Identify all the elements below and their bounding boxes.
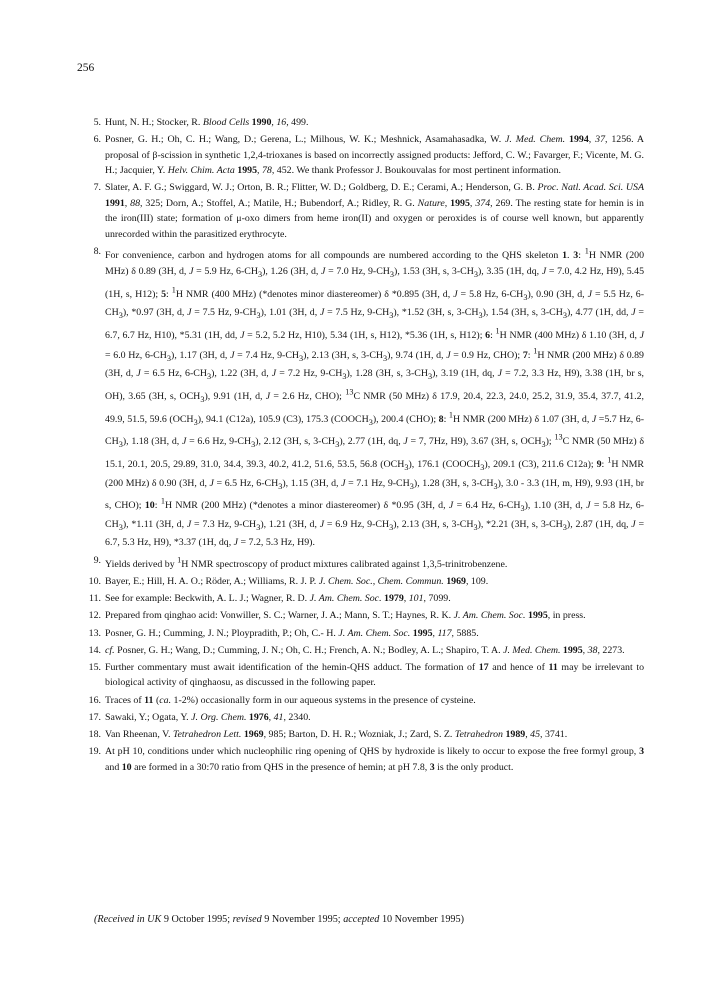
reference-number: 10. <box>88 576 101 588</box>
reference-text: Sawaki, Y.; Ogata, Y. J. Org. Chem. 1976, 41, 2340. <box>105 711 311 723</box>
reference-item <box>79 693 644 709</box>
accepted-date: 10 November <box>381 914 438 925</box>
reference-item <box>79 710 644 726</box>
revised-date: 9 November <box>264 914 315 925</box>
reference-text: Posner, G. H.; Cumming, J. N.; Ploypradith, P.; Oh, C.- H. J. Am. Chem. Soc. 1995, 117, 5885. <box>105 627 479 639</box>
accepted-label: accepted <box>343 914 380 925</box>
reference-item <box>79 660 644 691</box>
reference-item <box>79 626 644 642</box>
reference-text: Bayer, E.; Hill, H. A. O.; Röder, A.; Williams, R. J. P. J. Chem. Soc., Chem. Commun. 1969, 109. <box>105 576 489 588</box>
reference-number: 16. <box>88 694 101 706</box>
reference-item <box>79 591 644 607</box>
reference-item <box>79 553 644 573</box>
reference-item <box>79 608 644 624</box>
reference-text: cf. Posner, G. H.; Wang, D.; Cumming, J. N.; Oh, C. H.; French, A. N.; Bodley, A. L.; Shapiro, T. A. J. Med. Chem. 1995, 38, 2273. <box>105 644 625 656</box>
reference-number: 18. <box>88 729 101 741</box>
reference-text: Hunt, N. H.; Stocker, R. Blood Cells 1990, 16, 499. <box>105 117 309 128</box>
reference-text: Slater, A. F. G.; Swiggard, W. J.; Orton, B. R.; Flitter, W. D.; Goldberg, D. E.; Cerami, A.; Henderson, G. B. Proc. Natl. Acad. Sci. USA 1991, 88, 325; Dorn, A.; Stoffel, A.; Matile, H.; Bubendorf, A.; Ridley, R. G. Nature, 1995, 374, 269. The resting state for hemin is in the iron(III) state; formation of μ-oxo dimers from heme iron(II) and oxygen or peroxides is of course well known, but apparently unrecorded within the parasitized erythrocyte. <box>105 182 644 240</box>
reference-item <box>79 744 644 775</box>
reference-item <box>79 727 644 743</box>
reference-number: 19. <box>88 746 101 758</box>
revised-year: 1995; <box>317 914 341 925</box>
reference-item <box>79 180 644 242</box>
reference-text: See for example: Beckwith, A. L. J.; Wagner, R. D. J. Am. Chem. Soc. 1979, 101, 7099. <box>105 593 451 605</box>
reference-text: Further commentary must await identification of the hemin-QHS adduct. The formation of 17 and hence of 11 may be irrelevant to biological activity of qinghaosu, as discussed in the following paper. <box>105 661 645 689</box>
reference-number: 7. <box>93 182 101 194</box>
reference-number: 17. <box>88 711 101 723</box>
reference-list <box>79 115 644 777</box>
received-year: 1995; <box>206 914 231 925</box>
reference-number: 13. <box>88 627 101 639</box>
reference-text: At pH 10, conditions under which nucleophilic ring opening of QHS by hydroxide is likely to occur to expose the free formyl group, 3 and 10 are formed in a 30:70 ratio from QHS in the presence of hemin; at pH 7.8, 3 is the only product. <box>105 746 644 773</box>
reference-number: 11. <box>89 593 101 605</box>
reference-number: 6. <box>93 134 101 146</box>
reference-number: 5. <box>93 117 101 128</box>
reference-text: Traces of 11 (ca. 1-2%) occasionally form in our aqueous systems in the presence of cysteine. <box>105 694 476 706</box>
reference-text: Yields derived by $^1$H NMR spectroscopy of product mixtures calibrated against 1,3,5-trinitrobenzene. <box>105 555 508 570</box>
reference-item <box>79 132 644 179</box>
reference-item <box>79 244 644 551</box>
reference-text: Van Rheenan, V. Tetrahedron Lett. 1969, 985; Barton, D. H. R.; Wozniak, J.; Zard, S. Z. Tetrahedron 1989, 45, 3741. <box>105 729 568 741</box>
page-number: 256 <box>77 62 95 74</box>
revised-label: revised <box>232 914 262 925</box>
reference-item <box>79 643 644 659</box>
reference-text: For convenience, carbon and hydrogen atoms for all compounds are numbered according to the QHS skeleton 1. 3: $^1$H NMR (200 MHz) δ 0.89 (3H, d, J = 5.9 Hz, $6-CH_3$), 1.26 (3H, d, J = 7.0 Hz, $9-CH_3$), 1.53 (3H, s, $3-CH_3$), 3.35 (1H, dq, J = 7.0, 4.2 Hz, H9), 5.45 (1H, s, H12); 5: $^1$H NMR (400 MHz) (*denotes minor diastereomer) δ *0.895 (3H, d, J = 5.8 Hz, $6-CH_3$), 0.90 (3H, d, J = 5.5 Hz, $6-CH_3$), *0.97 (3H, d, J = 7.5 Hz, $9-CH_3$), 1.01 (3H, d, J = 7.5 Hz, $9-CH_3$), *1.52 (3H, s, $3-CH_3$), 1.54 (3H, s, $3-CH_3$), 4.77 (1H, dd, J = 6.7, 6.7 Hz, H10), *5.31 (1H, dd, J = 5.2, 5.2 Hz, H10), 5.34 (1H, s, H12), *5.36 (1H, s, H12); 6: $^1$H NMR (400 MHz) δ 1.10 (3H, d, J = 6.0 Hz, $6-CH_3$), 1.17 (3H, d, J = 7.4 Hz, $9-CH_3$), 2.13 (3H, s, $3-CH_3$), 9.74 (1H, d, J = 0.9 Hz, CHO); 7: $^1$H NMR (200 MHz) δ 0.89 (3H, d, J = 6.5 Hz, $6-CH_3$), 1.22 (3H, d, J = 7.2 Hz, $9-CH_3$), 1.28 (3H, s, $3-CH_3$), 3.19 (1H, dq, J = 7.2, 3.3 Hz, H9), 3.38 (1H, br s, OH), 3.65 (3H, s, $OCH_3$), 9.91 (1H, d, J = 2.6 Hz, CHO); $^{13}$C NMR (50 MHz) δ 17.9, 20.4, 22.3, 24.0, 25.2, 31.9, 35.4, 37.7, 41.2, 49.9, 51.5, 59.6 $(OCH_3)$, 94.1 (C12a), 105.9 (C3), 175.3 $(COOCH_3)$, 200.4 (CHO); 8: $^1$H NMR (200 MHz) δ 1.07 (3H, d, J =5.7 Hz, $6-CH_3$), 1.18 (3H, d, J = 6.6 Hz, $9-CH_3$), 2.12 (3H, s, $3-CH_3$), 2.77 (1H, dq, J = 7, 7Hz, H9), 3.67 (3H, s, $OCH_3$); $^{13}$C NMR (50 MHz) δ 15.1, 20.1, 20.5, 29.89, 31.0, 34.4, 39.3, 40.2, 41.2, 51.6, 53.5, 56.8 $(OCH_3)$, 176.1 $(COOCH_3)$, 209.1 (C3), 211.6 C12a); 9: $^1$H NMR (200 MHz) δ 0.90 (3H, d, J = 6.5 Hz, $6-CH_3$), 1.15 (3H, d, J = 7.1 Hz, $9-CH_3$), 1.28 (3H, s, $3-CH_3$), 3.0 - 3.3 (1H, m, H9), 9.93 (1H, br s, CHO); 10: $^1$H NMR (200 MHz) (*denotes a minor diastereomer) δ *0.95 (3H, d, J = 6.4 Hz, $6-CH_3$), 1.10 (3H, d, J = 5.8 Hz, $6-CH_3$), *1.11 (3H, d, J = 7.3 Hz, $9-CH_3$), 1.21 (3H, d, J = 6.9 Hz, $9-CH_3$), 2.13 (3H, s, $3-CH_3$), *2.21 (3H, s, $3-CH_3$), 2.87 (1H, dq, J = 6.7, 5.3 Hz, H9), *3.37 (1H, dq, J = 7.2, 5.3 Hz, H9). <box>105 247 645 549</box>
received-date: 9 October <box>163 914 205 925</box>
reference-item <box>79 574 644 590</box>
received-label: (Received in UK <box>94 914 162 925</box>
received-dates <box>94 914 464 925</box>
reference-text: Prepared from qinghao acid: Vonwiller, S. C.; Warner, J. A.; Mann, S. T.; Haynes, R. K. J. Am. Chem. Soc. 1995, in press. <box>105 610 586 622</box>
reference-number: 9. <box>93 554 101 566</box>
reference-number: 15. <box>88 661 101 673</box>
reference-item <box>79 115 644 131</box>
reference-number: 8. <box>93 246 101 258</box>
accepted-year: 1995) <box>440 914 464 925</box>
reference-text: Posner, G. H.; Oh, C. H.; Wang, D.; Gerena, L.; Milhous, W. K.; Meshnick, Asamahasadka, W. J. Med. Chem. 1994, 37, 1256. A proposal of β-scission in synthetic 1,2,4-trioxanes is based on incorrectly assigned products: Jefford, C. W.; Favarger, F.; Vicente, M. G. H.; Jacquier, Y. Helv. Chim. Acta 1995, 78, 452. We thank Professor J. Boukouvalas for most pertinent information. <box>105 134 645 177</box>
reference-number: 12. <box>88 610 101 622</box>
reference-number: 14. <box>88 644 101 656</box>
